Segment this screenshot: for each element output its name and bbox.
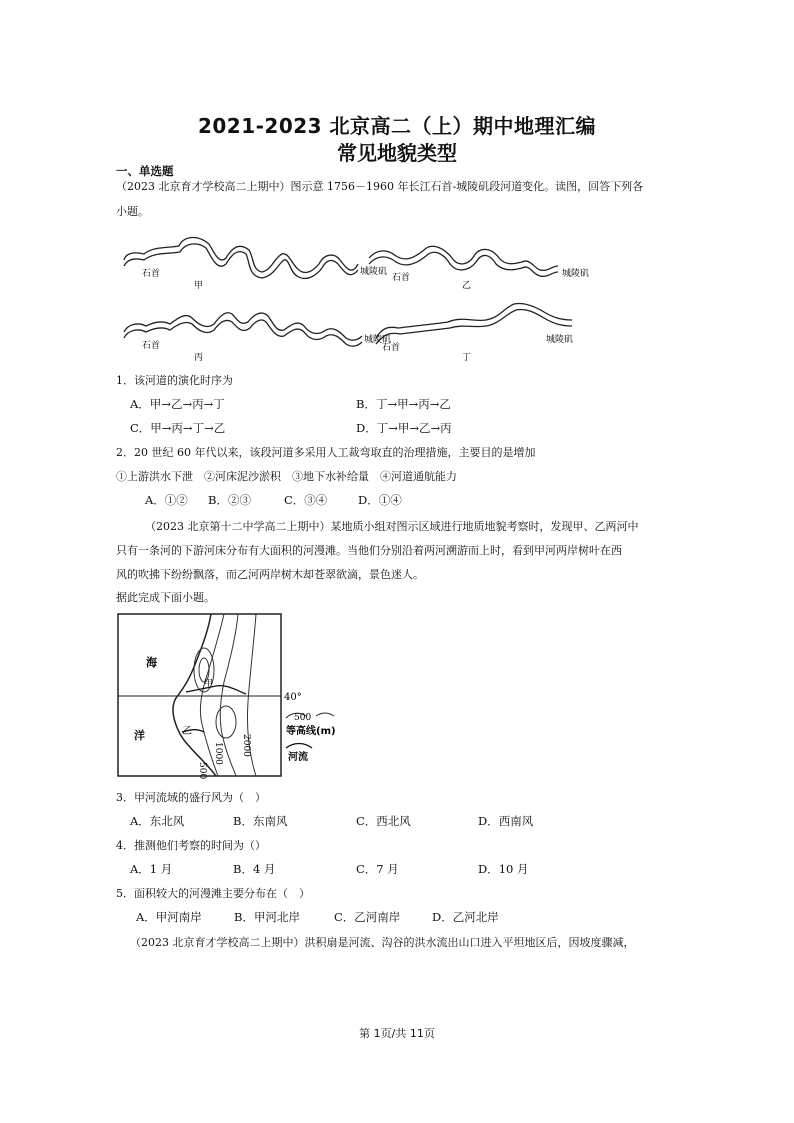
q1-option-b[interactable]: B．丁→甲→丙→乙 bbox=[356, 397, 451, 411]
page-footer: 第 1页/共 11页 bbox=[359, 1027, 435, 1040]
q5-option-c[interactable]: C．乙河南岸 bbox=[334, 910, 401, 924]
panel-yi-end: 城陵矶 bbox=[562, 269, 590, 279]
intro2-line3: 风的吹拂下纷纷飘落，而乙河两岸树木却苍翠欲滴，景色迷人。 bbox=[116, 568, 424, 581]
q3-option-d[interactable]: D．西南风 bbox=[478, 814, 534, 828]
legend-contour-label: 等高线(m) bbox=[286, 726, 336, 737]
map-contour-500: 500 bbox=[197, 762, 207, 780]
q5-option-a[interactable]: A．甲河南岸 bbox=[136, 910, 202, 924]
map-river-jia-label: 甲 bbox=[204, 679, 214, 689]
intro2-line1: （2023 北京第十二中学高二上期中）某地质小组对图示区域进行地质地貌考察时，发现甲、乙两河中 bbox=[145, 520, 639, 533]
panel-bing-label: 丙 bbox=[194, 353, 204, 363]
panel-ding-label: 丁 bbox=[462, 353, 472, 363]
q5-stem: 5．面积较大的河漫滩主要分布在（ ） bbox=[116, 887, 310, 900]
panel-bing-end: 城陵矶 bbox=[364, 335, 392, 345]
intro2-line4: 据此完成下面小题。 bbox=[116, 591, 215, 604]
intro3-line1: （2023 北京育才学校高二上期中）洪积扇是河流、沟谷的洪水流出山口进入平坦地区后，因坡度骤减， bbox=[130, 936, 635, 949]
map-sea-label: 海 bbox=[146, 656, 157, 669]
q3-option-c[interactable]: C．西北风 bbox=[356, 814, 411, 828]
river-channel-figure bbox=[114, 230, 604, 370]
legend-river-label: 河流 bbox=[288, 752, 308, 763]
section-heading: 一、单选题 bbox=[116, 164, 174, 178]
map-ocean-label: 洋 bbox=[134, 729, 145, 742]
page-subtitle: 常见地貌类型 bbox=[337, 141, 457, 165]
panel-ding-start: 石首 bbox=[382, 343, 401, 353]
q1-option-a[interactable]: A．甲→乙→丙→丁 bbox=[130, 397, 225, 411]
q2-stem: 2．20 世纪 60 年代以来，该段河道多采用人工裁弯取直的治理措施，主要目的是增加 bbox=[116, 446, 536, 459]
intro1-line1: （2023 北京育才学校高二上期中）图示意 1756－1960 年长江石首-城陵矶段河道变化。读图，回答下列各 bbox=[116, 180, 644, 193]
q4-option-a[interactable]: A．1 月 bbox=[130, 862, 173, 876]
q2-items: ①上游洪水下泄 ②河床泥沙淤积 ③地下水补给量 ④河道通航能力 bbox=[116, 470, 457, 483]
page-title: 2021-2023 北京高二（上）期中地理汇编 bbox=[197, 114, 597, 138]
q2-option-b[interactable]: B．②③ bbox=[208, 493, 251, 507]
panel-jia-end: 城陵矶 bbox=[360, 267, 388, 277]
map-contour-2000: 2000 bbox=[241, 734, 251, 757]
panel-yi-start: 石首 bbox=[392, 273, 411, 283]
q3-option-a[interactable]: A．东北风 bbox=[130, 814, 185, 828]
q3-option-b[interactable]: B．东南风 bbox=[233, 814, 288, 828]
panel-jia-label: 甲 bbox=[194, 281, 204, 291]
map-latitude-label: 40° bbox=[284, 692, 302, 703]
q1-option-c[interactable]: C．甲→丙→丁→乙 bbox=[130, 421, 226, 435]
intro2-line2: 只有一条河的下游河床分布有大面积的河漫滩。当他们分别沿着两河溯游而上时，看到甲河两岸树叶在西 bbox=[116, 544, 622, 557]
q4-option-c[interactable]: C．7 月 bbox=[356, 862, 399, 876]
panel-bing-start: 石首 bbox=[142, 341, 161, 351]
q3-stem: 3．甲河流域的盛行风为（ ） bbox=[116, 791, 266, 804]
contour-map-figure bbox=[116, 612, 366, 782]
map-contour-1000: 1000 bbox=[213, 742, 223, 765]
panel-yi-label: 乙 bbox=[462, 281, 472, 291]
intro1-line2: 小题。 bbox=[116, 205, 149, 218]
q4-stem: 4．推测他们考察的时间为（） bbox=[116, 839, 266, 852]
q2-option-a[interactable]: A．①② bbox=[145, 493, 188, 507]
river-panel-ding bbox=[376, 303, 572, 344]
q2-option-c[interactable]: C．③④ bbox=[284, 493, 328, 507]
q1-option-d[interactable]: D．丁→甲→乙→丙 bbox=[356, 421, 452, 435]
q4-option-d[interactable]: D．10 月 bbox=[478, 862, 529, 876]
q2-option-d[interactable]: D．①④ bbox=[358, 493, 402, 507]
map-river-yi-label: 乙 bbox=[182, 726, 192, 737]
q4-option-b[interactable]: B．4 月 bbox=[233, 862, 276, 876]
river-panel-yi bbox=[369, 246, 558, 276]
legend-contour-value: 500 bbox=[294, 713, 312, 723]
q1-stem: 1．该河道的演化时序为 bbox=[116, 374, 233, 387]
panel-ding-end: 城陵矶 bbox=[546, 335, 574, 345]
panel-jia-start: 石首 bbox=[142, 269, 161, 279]
q5-option-b[interactable]: B．甲河北岸 bbox=[234, 910, 300, 924]
q5-option-d[interactable]: D．乙河北岸 bbox=[432, 910, 499, 924]
